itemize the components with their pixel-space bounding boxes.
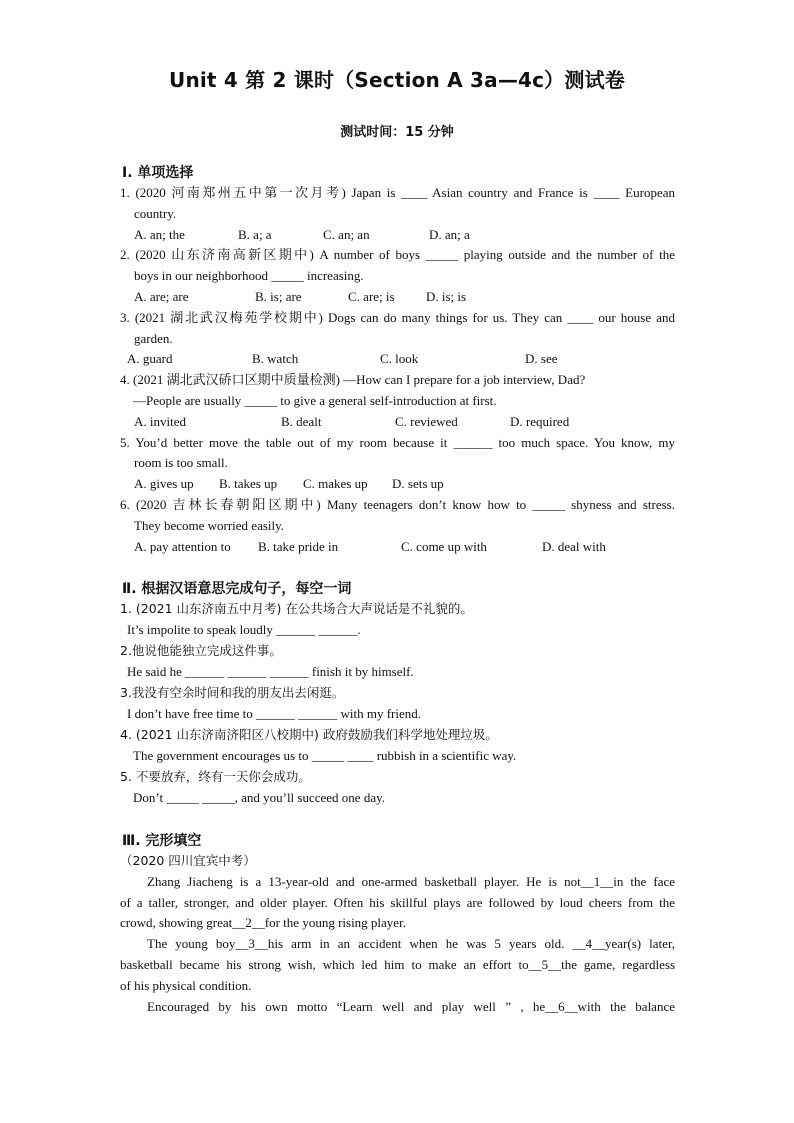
q6-option-b: B. take pride in [258, 539, 339, 554]
passage-line-5: basketball became his strong wish, which led him to make an effort to__5__the game, regardless [120, 957, 675, 972]
s3-source: （2020 四川宜宾中考） [120, 853, 256, 868]
q4-option-b: B. dealt [281, 414, 322, 429]
q5-stem-cont: room is too small. [134, 455, 228, 470]
passage-line-3: crowd, showing great__2__for the young rising player. [120, 915, 406, 930]
section2-heading: Ⅱ. 根据汉语意思完成句子，每空一词 [122, 581, 352, 597]
q1-stem-cont: country. [134, 206, 177, 221]
q2-option-d: D. is; is [426, 289, 467, 304]
q3-stem: 3. (2021 湖北武汉梅苑学校期中) Dogs can do many things for us. They can ____ our house and [120, 310, 675, 325]
s2-item1-en: It’s impolite to speak loudly ______ ______. [127, 622, 361, 637]
q1-option-a: A. an; the [134, 227, 185, 242]
q4-option-c: C. reviewed [395, 414, 458, 429]
q2-stem-cont: boys in our neighborhood _____ increasing. [134, 268, 364, 283]
q5-option-b: B. takes up [219, 476, 278, 491]
q2-stem: 2. (2020 山东济南高新区期中) A number of boys _____ playing outside and the number of the [120, 247, 675, 262]
passage-line-1: Zhang Jiacheng is a 13-year-old and one-armed basketball player. He is not__1__in the face [147, 874, 675, 889]
passage-line-7: Encouraged by his own motto “Learn well and play well ” , he__6__with the balance [147, 999, 675, 1014]
page-title: Unit 4 第 2 课时（Section A 3a—4c）测试卷 [169, 68, 625, 92]
q3-option-a: A. guard [127, 351, 173, 366]
q5-option-d: D. sets up [392, 476, 444, 491]
q5-option-a: A. gives up [134, 476, 194, 491]
q5-stem: 5. You’d better move the table out of my room because it ______ too much space. You know, my [120, 435, 675, 450]
q2-option-a: A. are; are [134, 289, 189, 304]
s2-item5-en: Don’t _____ _____, and you’ll succeed one day. [133, 790, 386, 805]
q4-stem-cont: —People are usually _____ to give a general self-introduction at first. [133, 393, 497, 408]
passage-line-4: The young boy__3__his arm in an accident when he was 5 years old. __4__year(s) later, [147, 936, 675, 951]
section3-heading: Ⅲ. 完形填空 [122, 833, 202, 849]
q6-stem-cont: They become worried easily. [134, 518, 285, 533]
q4-option-d: D. required [510, 414, 570, 429]
q5-option-c: C. makes up [303, 476, 368, 491]
q4-stem: 4. (2021 湖北武汉硚口区期中质量检测) —How can I prepare for a job interview, Dad? [120, 372, 586, 387]
s2-item1-cn: 1. (2021 山东济南五中月考) 在公共场合大声说话是不礼貌的。 [120, 601, 473, 616]
s2-item2-cn: 2.他说他能独立完成这件事。 [120, 643, 282, 658]
q3-option-b: B. watch [252, 351, 299, 366]
q6-option-c: C. come up with [401, 539, 487, 554]
q2-option-c: C. are; is [348, 289, 395, 304]
q6-stem: 6. (2020 吉林长春朝阳区期中) Many teenagers don’t know how to _____ shyness and stress. [120, 497, 675, 512]
q1-option-d: D. an; a [429, 227, 470, 242]
q3-option-d: D. see [525, 351, 558, 366]
q3-stem-cont: garden. [134, 331, 173, 346]
test-time: 测试时间：15 分钟 [340, 125, 454, 140]
s2-item5-cn: 5. 不要放弃，终有一天你会成功。 [120, 769, 311, 784]
q3-option-c: C. look [380, 351, 419, 366]
s2-item3-en: I don’t have free time to ______ ______ with my friend. [127, 706, 422, 721]
q1-option-c: C. an; an [323, 227, 370, 242]
q6-option-d: D. deal with [542, 539, 606, 554]
q6-option-a: A. pay attention to [134, 539, 231, 554]
passage-line-2: of a taller, stronger, and older player. Often his skillful plays are followed by loud cheers from the [120, 895, 675, 910]
s2-item2-en: He said he ______ ______ ______ finish it by himself. [127, 664, 414, 679]
s2-item4-cn: 4. (2021 山东济南济阳区八校期中) 政府鼓励我们科学地处理垃圾。 [120, 727, 498, 742]
s2-item4-en: The government encourages us to _____ ____ rubbish in a scientific way. [133, 748, 517, 763]
s2-item3-cn: 3.我没有空余时间和我的朋友出去闲逛。 [120, 685, 345, 700]
q2-option-b: B. is; are [255, 289, 302, 304]
q4-option-a: A. invited [134, 414, 186, 429]
q1-stem: 1. (2020 河南郑州五中第一次月考) Japan is ____ Asian country and France is ____ European [120, 185, 675, 200]
passage-line-6: of his physical condition. [120, 978, 252, 993]
section1-heading: Ⅰ. 单项选择 [122, 165, 194, 181]
q1-option-b: B. a; a [238, 227, 272, 242]
